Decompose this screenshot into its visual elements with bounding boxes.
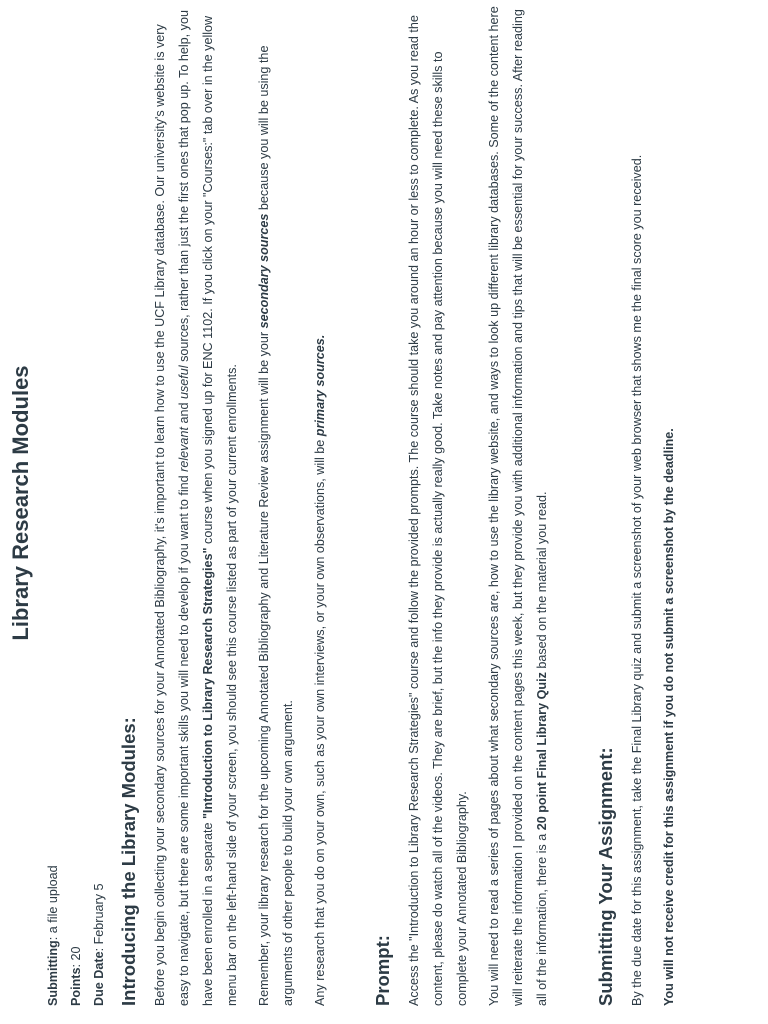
- assignment-details: [42, 865, 111, 1006]
- points-value: : 20: [69, 946, 83, 968]
- prompt-paragraph-1: Access the "Introduction to Library Research Strategies" course and follow the provided prompts. The course should take you around an hour or less to complete. As you read the content, please do watch all of the videos. They are brief, but the info they provide is actually really good. Take notes and pay attention because you will need these skills to complete your Annotated Bibliography.: [407, 15, 469, 1006]
- intro-paragraph-2: Remember, your library research for the upcoming Annotated Bibliography and Literature Review assignment will be your secondary sources because you will be using the arguments of other people to build your own argument.: [257, 45, 295, 1006]
- intro-paragraph-1: Before you begin collecting your secondary sources for your Annotated Bibliography, it's important to learn how to use the UCF Library database. Our university's website is very easy to navigate, but there are some important skills you will need to develop if you want to find relevant and useful sources, rather than just the first ones that pop up. To help, you have been enrolled in a separate "Introduction to Library Research Strategies" course when you signed up for ENC 1102. If you click on your "Courses:" tab over in the yellow menu bar on the left-hand side of your screen, you should see this course listed as part of your current enrollments.: [153, 10, 239, 1006]
- due-date-row: [88, 865, 111, 1006]
- points-label: Points: [69, 967, 83, 1006]
- intro-paragraph-3: Any research that you do on your own, such as your own interviews, or your own observations, will be primary sources.: [313, 334, 327, 1006]
- submitting-value: : a file upload: [46, 865, 60, 941]
- submit-heading: Submitting Your Assignment:: [595, 747, 616, 1006]
- submit-section: [593, 6, 689, 1006]
- submitting-label: Submitting: [46, 940, 60, 1006]
- prompt-heading: Prompt:: [372, 935, 393, 1006]
- submit-paragraph-1: By the due date for this assignment, take the Final Library quiz and submit a screenshot of your web browser that shows me the final score you received.: [630, 154, 644, 1006]
- submit-paragraph-2: You will not receive credit for this assignment if you do not submit a screenshot by the deadline.: [662, 428, 676, 1006]
- points-row: [65, 865, 88, 1006]
- prompt-section: [370, 6, 562, 1006]
- prompt-paragraph-2: You will need to read a series of pages about what secondary sources are, how to use the library website, and ways to look up different library databases. Some of the content here will reiterate the information I provided on the content pages this week, but they provide you with additional information and tips that will be essential for your success. After reading all of the information, there is a 20 point Final Library Quiz based on the material you read.: [487, 6, 549, 1006]
- submitting-row: [42, 865, 65, 1006]
- due-date-label: Due Date: [92, 951, 106, 1006]
- intro-heading: Introducing the Library Modules:: [118, 717, 139, 1006]
- intro-section: [116, 6, 340, 1006]
- due-date-value: : February 5: [92, 883, 106, 952]
- page-title: Library Research Modules: [8, 365, 33, 641]
